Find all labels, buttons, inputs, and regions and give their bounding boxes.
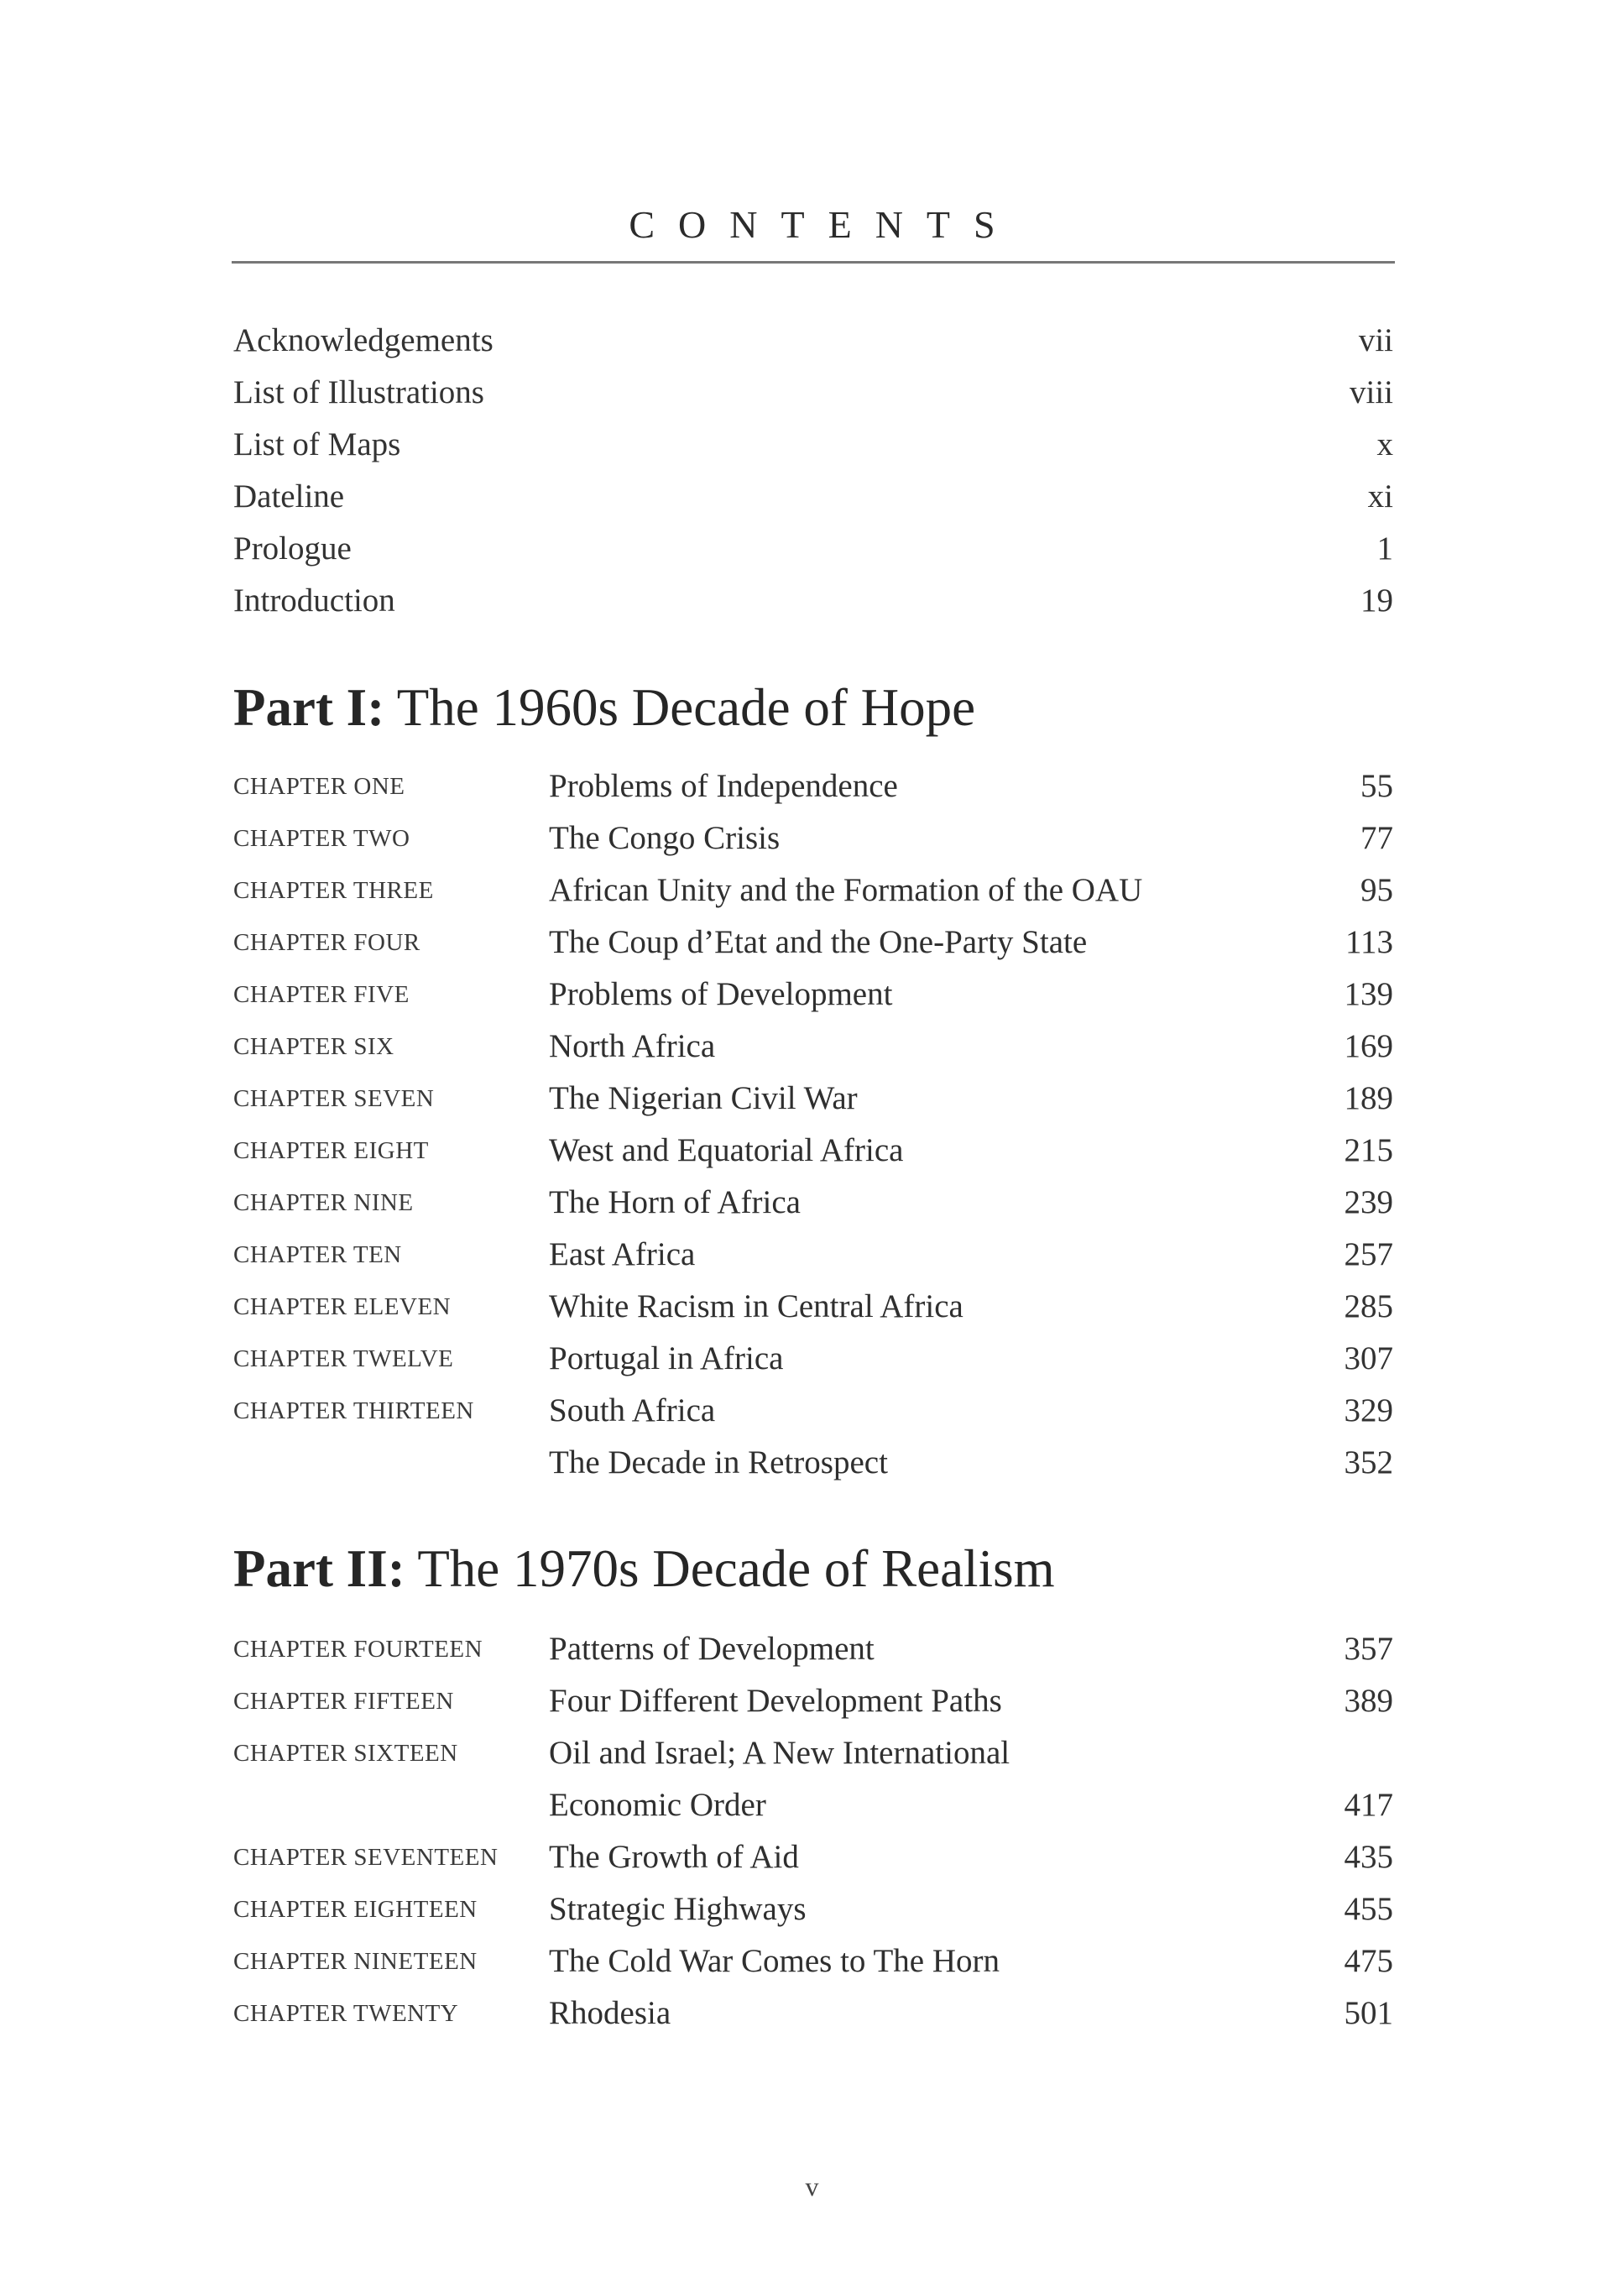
chapter-row[interactable] (233, 1987, 1393, 2039)
chapter-title: The Growth of Aid (549, 1839, 799, 1875)
chapter-title: Patterns of Development (549, 1631, 875, 1667)
chapter-title: Problems of Development (549, 976, 893, 1012)
entry-title: Dateline (233, 478, 345, 514)
chapter-title: Portugal in Africa (549, 1340, 784, 1376)
chapter-title: Four Different Development Paths (549, 1683, 1002, 1719)
part-label: Part I: (233, 678, 385, 737)
chapter-title: Strategic Highways (549, 1891, 807, 1927)
toc-entry-acknowledgements[interactable] (233, 315, 1393, 367)
entry-page: xi (1367, 478, 1393, 514)
chapter-row[interactable] (233, 1333, 1393, 1385)
chapter-row[interactable] (233, 1623, 1393, 1675)
chapter-row[interactable] (233, 1727, 1393, 1831)
chapter-title: The Horn of Africa (549, 1184, 801, 1220)
entry-title: Introduction (233, 582, 395, 619)
chapter-row[interactable] (233, 760, 1393, 812)
part-title: The 1960s Decade of Hope (396, 678, 976, 737)
chapter-label: CHAPTER ELEVEN (233, 1293, 452, 1320)
part-one-chapter-list (233, 760, 1393, 1489)
page-number: v (805, 2171, 819, 2201)
chapter-page: 77 (1360, 820, 1393, 856)
chapter-page: 417 (1344, 1787, 1393, 1823)
part-label: Part II: (233, 1539, 405, 1598)
chapter-label: CHAPTER SIX (233, 1033, 394, 1060)
toc-entry-list-of-illustrations[interactable] (233, 367, 1393, 419)
chapter-title: West and Equatorial Africa (549, 1132, 904, 1168)
chapter-label: CHAPTER EIGHTEEN (233, 1896, 478, 1923)
chapter-row[interactable] (233, 1073, 1393, 1125)
page-title: CONTENTS (629, 203, 1019, 246)
chapter-row[interactable] (233, 1883, 1393, 1935)
title-rule (232, 261, 1395, 264)
chapter-label: CHAPTER FOURTEEN (233, 1636, 483, 1663)
chapter-title: North Africa (549, 1028, 716, 1064)
chapter-title: African Unity and the Formation of the OAU (549, 872, 1143, 908)
chapter-row[interactable] (233, 1935, 1393, 1987)
chapter-title: The Nigerian Civil War (549, 1080, 858, 1116)
part-title: The 1970s Decade of Realism (417, 1539, 1055, 1598)
chapter-row[interactable] (233, 1437, 1393, 1489)
chapter-title: The Decade in Retrospect (549, 1444, 888, 1481)
chapter-row[interactable] (233, 1281, 1393, 1333)
chapter-page: 169 (1344, 1028, 1393, 1064)
chapter-row[interactable] (233, 864, 1393, 917)
entry-page: viii (1349, 374, 1393, 410)
chapter-page: 189 (1344, 1080, 1393, 1116)
entry-title: List of Illustrations (233, 374, 484, 410)
part-two-chapter-list (233, 1623, 1393, 2039)
front-matter-list (233, 315, 1393, 627)
part-one-heading (233, 674, 975, 741)
chapter-label: CHAPTER TWENTY (233, 2000, 459, 2027)
chapter-page: 389 (1344, 1683, 1393, 1719)
chapter-label: CHAPTER TEN (233, 1241, 402, 1268)
chapter-page: 257 (1344, 1236, 1393, 1272)
entry-page: 19 (1360, 582, 1393, 619)
chapter-title: East Africa (549, 1236, 696, 1272)
chapter-row[interactable] (233, 969, 1393, 1021)
toc-entry-list-of-maps[interactable] (233, 419, 1393, 471)
chapter-title: The Congo Crisis (549, 820, 781, 856)
chapter-title: South Africa (549, 1392, 716, 1428)
chapter-label: CHAPTER TWELVE (233, 1345, 454, 1372)
chapter-label: CHAPTER SEVENTEEN (233, 1844, 499, 1871)
chapter-page: 475 (1344, 1943, 1393, 1979)
entry-page: x (1376, 426, 1393, 462)
chapter-label: CHAPTER THREE (233, 877, 434, 904)
toc-entry-introduction[interactable] (233, 575, 1393, 627)
chapter-page: 329 (1344, 1392, 1393, 1428)
chapter-title: The Coup d’Etat and the One-Party State (549, 924, 1088, 960)
entry-title: List of Maps (233, 426, 401, 462)
chapter-page: 307 (1344, 1340, 1393, 1376)
chapter-title: Oil and Israel; A New International Economic Order (549, 1735, 1010, 1823)
chapter-row[interactable] (233, 1675, 1393, 1727)
chapter-label: CHAPTER FIFTEEN (233, 1688, 454, 1715)
chapter-page: 435 (1344, 1839, 1393, 1875)
chapter-label: CHAPTER FIVE (233, 981, 410, 1008)
entry-title: Prologue (233, 530, 352, 567)
chapter-row[interactable] (233, 917, 1393, 969)
chapter-label: CHAPTER SEVEN (233, 1085, 435, 1112)
chapter-row[interactable] (233, 1125, 1393, 1177)
chapter-row[interactable] (233, 1177, 1393, 1229)
entry-page: vii (1358, 322, 1393, 358)
chapter-label: CHAPTER NINE (233, 1189, 414, 1216)
chapter-page: 215 (1344, 1132, 1393, 1168)
chapter-label: CHAPTER ONE (233, 773, 405, 800)
chapter-row[interactable] (233, 812, 1393, 864)
chapter-label: CHAPTER SIXTEEN (233, 1740, 458, 1767)
chapter-page: 285 (1344, 1288, 1393, 1324)
chapter-label: CHAPTER EIGHT (233, 1137, 429, 1164)
chapter-label: CHAPTER FOUR (233, 929, 420, 956)
chapter-title: Problems of Independence (549, 768, 898, 804)
chapter-page: 357 (1344, 1631, 1393, 1667)
chapter-row[interactable] (233, 1229, 1393, 1281)
chapter-title: White Racism in Central Africa (549, 1288, 963, 1324)
toc-entry-prologue[interactable] (233, 523, 1393, 575)
chapter-label: CHAPTER NINETEEN (233, 1948, 478, 1975)
toc-entry-dateline[interactable] (233, 471, 1393, 523)
chapter-row[interactable] (233, 1021, 1393, 1073)
chapter-label: CHAPTER THIRTEEN (233, 1397, 474, 1424)
chapter-page: 139 (1344, 976, 1393, 1012)
chapter-title: Rhodesia (549, 1995, 671, 2031)
chapter-row[interactable] (233, 1831, 1393, 1883)
chapter-page: 352 (1344, 1444, 1393, 1481)
chapter-page: 95 (1360, 872, 1393, 908)
part-two-heading (233, 1535, 1055, 1602)
chapter-row[interactable] (233, 1385, 1393, 1437)
chapter-page: 455 (1344, 1891, 1393, 1927)
chapter-label: CHAPTER TWO (233, 825, 410, 852)
chapter-page: 113 (1345, 924, 1393, 960)
chapter-title: The Cold War Comes to The Horn (549, 1943, 1000, 1979)
chapter-page: 239 (1344, 1184, 1393, 1220)
chapter-page: 501 (1344, 1995, 1393, 2031)
entry-title: Acknowledgements (233, 322, 493, 358)
entry-page: 1 (1376, 530, 1393, 567)
chapter-page: 55 (1360, 768, 1393, 804)
